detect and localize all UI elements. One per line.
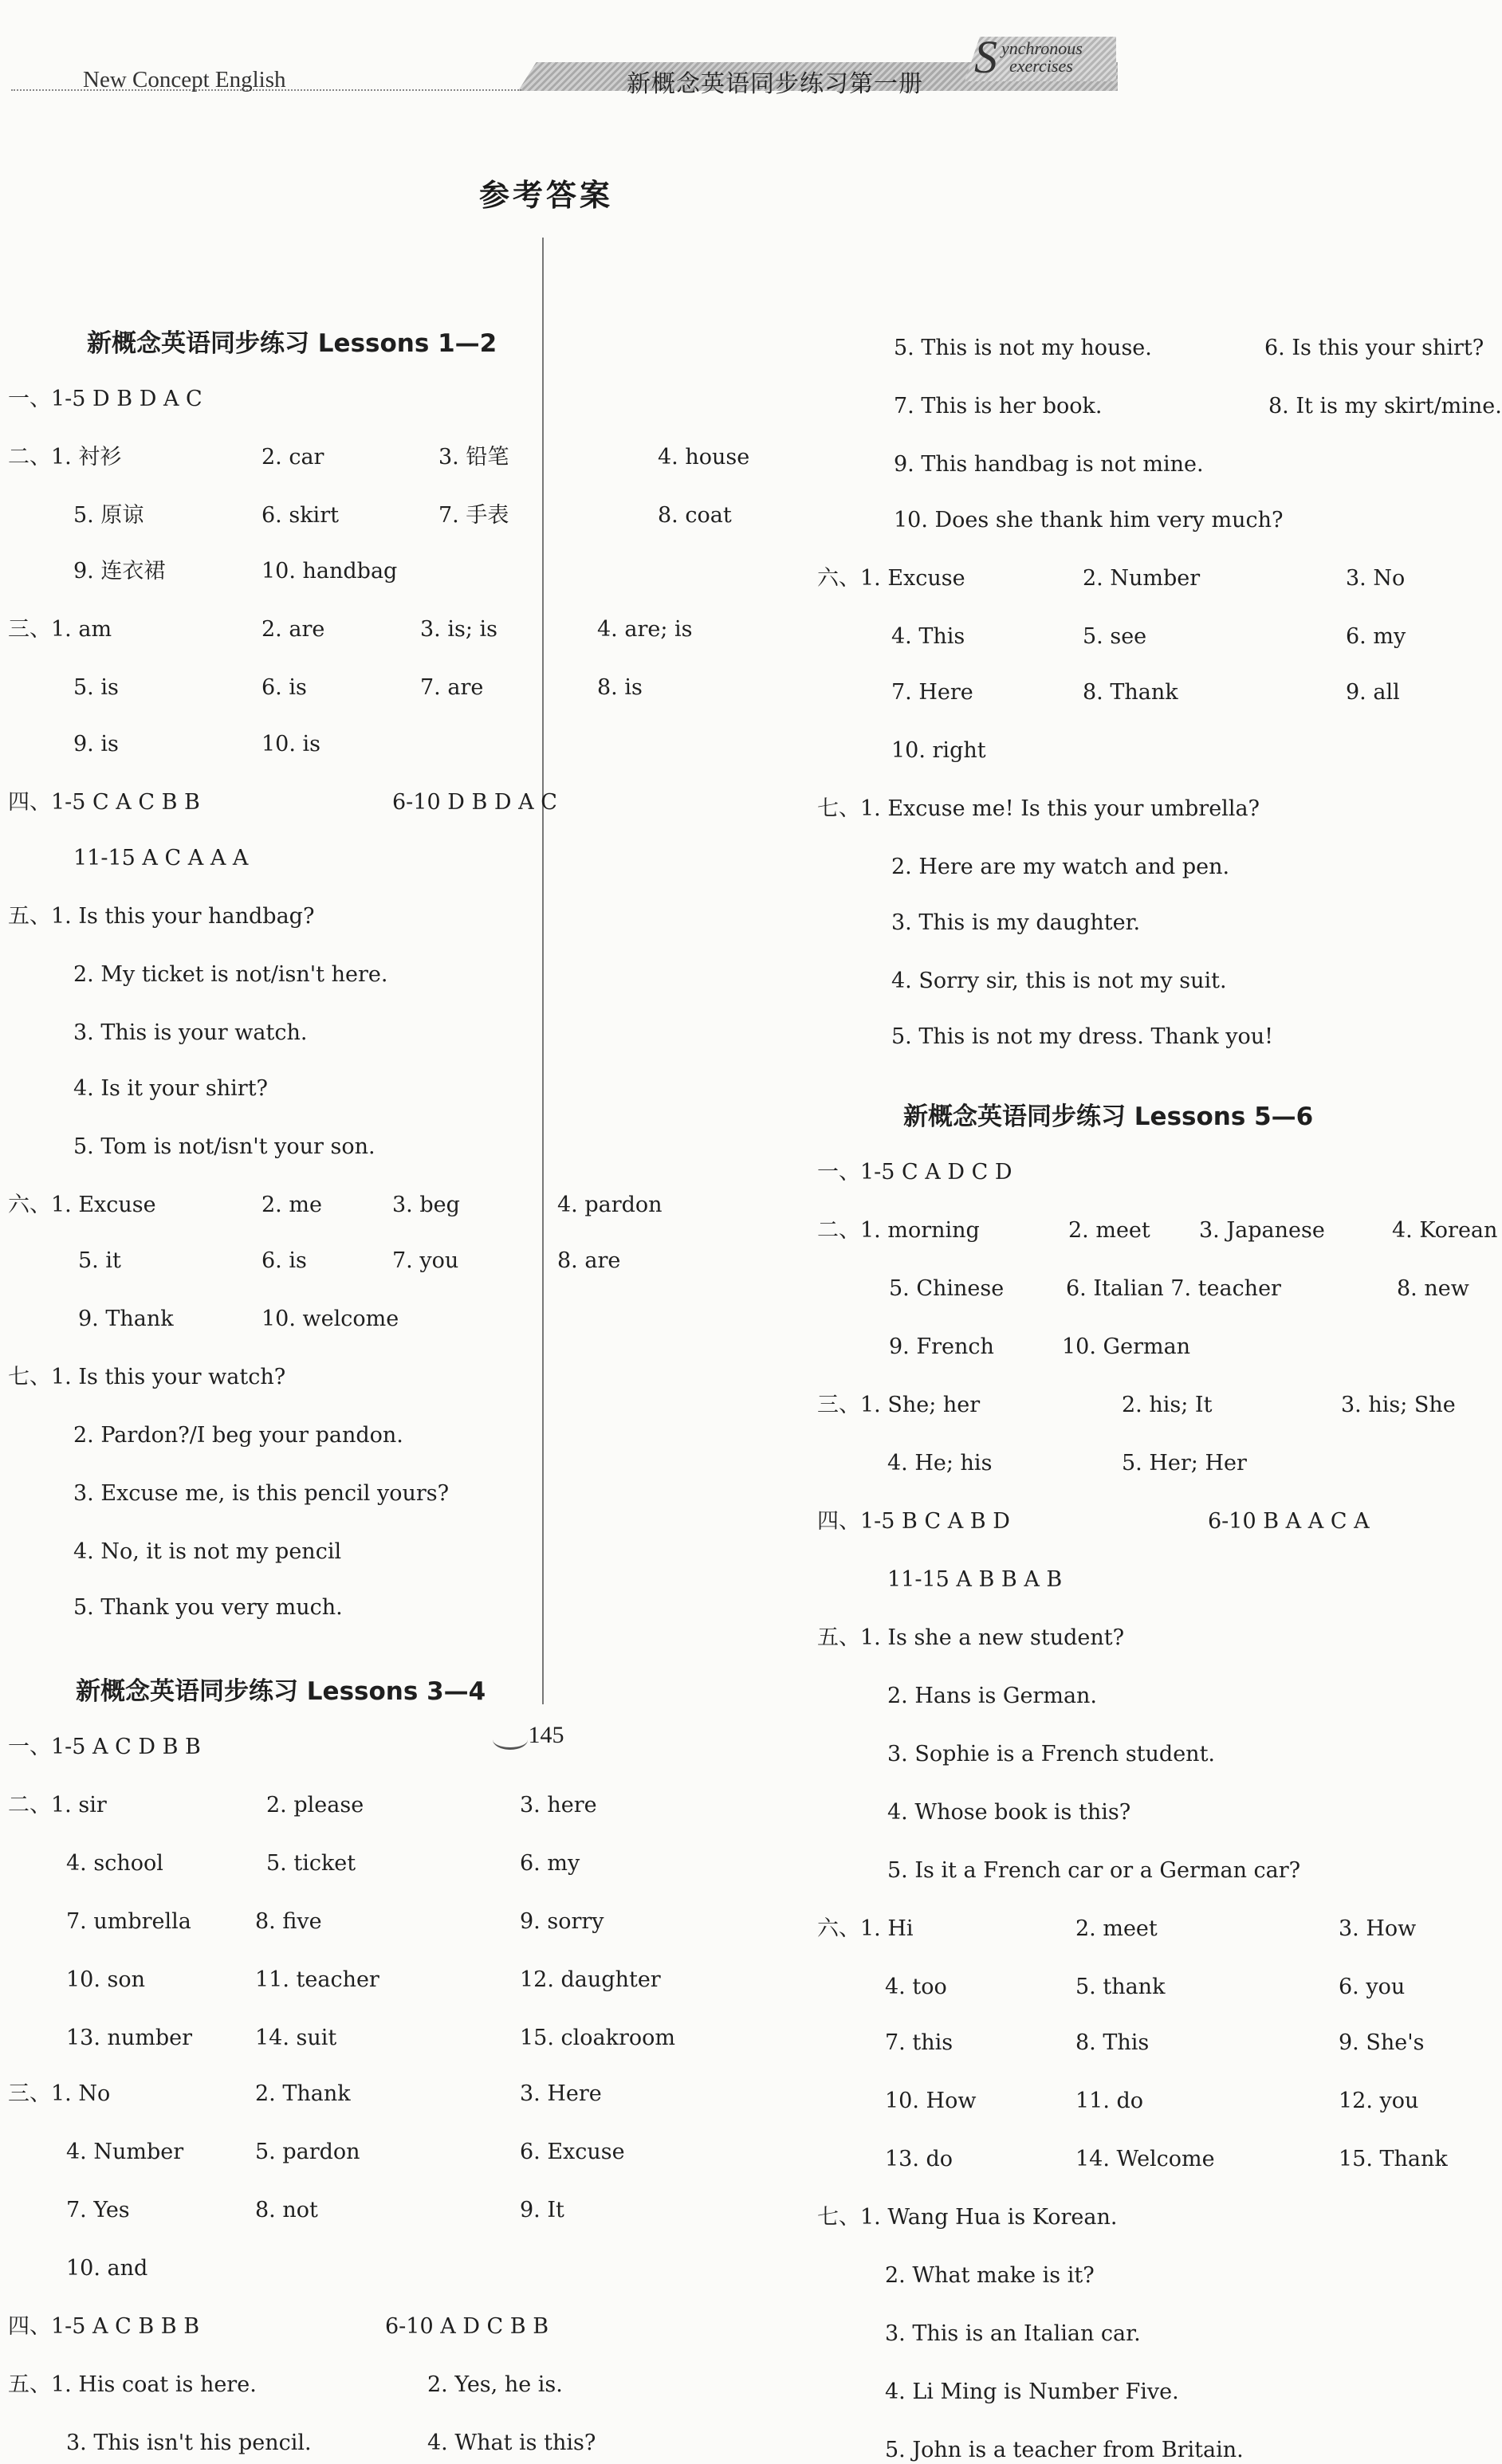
answer-text: 3. 铅笔 (438, 445, 509, 470)
answer-text: 4. Number (66, 2140, 184, 2164)
answer-text: 6. Excuse (520, 2140, 625, 2164)
answer-text: 2. meet (1068, 1218, 1150, 1243)
answer-text: 7. Here (891, 680, 973, 705)
answer-text: 10. right (891, 738, 986, 763)
answer-text: 5. Chinese (889, 1276, 1005, 1301)
answer-text: 5. see (1083, 624, 1147, 649)
page-title: 参考答案 (478, 178, 613, 213)
answer-text: 11-15 A C A A A (73, 846, 249, 870)
answer-text: 9. Thank (78, 1307, 174, 1331)
answer-text: 10. Does she thank him very much? (894, 508, 1284, 532)
answer-text: 2. What make is it? (885, 2263, 1095, 2288)
answer-text: 4. Li Ming is Number Five. (885, 2380, 1179, 2404)
answer-text: 3. This is my daughter. (891, 910, 1141, 935)
answer-text: 9. This handbag is not mine. (894, 452, 1204, 477)
answer-text: 3. This isn't his pencil. (66, 2431, 312, 2455)
answer-text: 8. This (1075, 2030, 1150, 2055)
answer-text: 11. teacher (255, 1967, 379, 1992)
answer-text: 2. Yes, he is. (427, 2372, 563, 2397)
answer-text: 5. thank (1075, 1975, 1166, 1999)
answer-text: 三、1. She; her (817, 1393, 981, 1417)
answer-text: 3. here (520, 1793, 597, 1818)
answer-text: 二、1. sir (8, 1793, 107, 1818)
answer-text: 6. my (520, 1851, 580, 1876)
answer-text: 9. She's (1339, 2030, 1425, 2055)
answer-text: 6. is (261, 1248, 307, 1273)
answer-text: 6. skirt (261, 503, 339, 528)
answer-text: 4. He; his (887, 1451, 993, 1476)
answer-text: 12. you (1339, 2089, 1419, 2113)
answer-text: 2. Here are my watch and pen. (891, 855, 1230, 879)
answer-text: 3. Here (520, 2081, 602, 2106)
answer-text: 5. 原谅 (73, 503, 144, 528)
answer-text: 6. Italian 7. teacher (1066, 1276, 1281, 1301)
answer-text: 6-10 D B D A C (392, 790, 557, 815)
answer-text: 8. coat (658, 503, 732, 528)
section-heading: 新概念英语同步练习 Lessons 1—2 (87, 329, 497, 358)
answer-text: 14. suit (255, 2026, 337, 2050)
answer-text: 10. How (885, 2089, 977, 2113)
logo-initial: S (974, 31, 997, 83)
logo-line-2: exercises (1009, 56, 1073, 76)
answer-text: 4. No, it is not my pencil (73, 1539, 342, 1564)
answer-text: 3. How (1339, 1916, 1417, 1941)
answer-text: 5. Tom is not/isn't your son. (73, 1134, 376, 1159)
answer-text: 五、1. His coat is here. (8, 2372, 257, 2397)
header-book-series: New Concept English (83, 67, 286, 92)
answer-text: 7. you (392, 1248, 459, 1273)
answer-text: 7. this (885, 2030, 953, 2055)
answer-text: 13. do (885, 2147, 953, 2171)
answer-text: 3. his; She (1341, 1393, 1456, 1417)
answer-text: 10. and (66, 2256, 148, 2281)
answer-text: 一、1-5 A C D B B (8, 1735, 201, 1759)
answer-text: 7. 手表 (438, 503, 509, 528)
answer-text: 5. This is not my house. (894, 336, 1152, 360)
answer-text: 4. school (66, 1851, 163, 1876)
answer-text: 5. Is it a French car or a German car? (887, 1858, 1301, 1883)
answer-text: 4. Sorry sir, this is not my suit. (891, 969, 1227, 993)
answer-text: 9. French (889, 1334, 994, 1359)
answer-text: 一、1-5 D B D A C (8, 387, 202, 411)
answer-text: 7. are (420, 675, 484, 700)
answer-text: 2. Number (1083, 566, 1201, 591)
answer-text: 11. do (1075, 2089, 1144, 2113)
answer-text: 2. me (261, 1193, 322, 1217)
answer-text: 2. Hans is German. (887, 1684, 1098, 1708)
answer-text: 14. Welcome (1075, 2147, 1215, 2171)
answer-text: 三、1. No (8, 2081, 111, 2106)
answer-text: 10. is (261, 732, 321, 756)
answer-text: 9. It (520, 2198, 564, 2222)
column-divider (542, 238, 544, 1704)
answer-text: 13. number (66, 2026, 193, 2050)
header-book-title: 新概念英语同步练习第一册 (627, 70, 923, 98)
answer-text: 五、1. Is she a new student? (817, 1625, 1125, 1650)
answer-text: 8. is (597, 675, 643, 700)
answer-text: 10. son (66, 1967, 146, 1992)
answer-text: 5. Her; Her (1122, 1451, 1247, 1476)
answer-text: 10. welcome (261, 1307, 399, 1331)
answer-text: 4. What is this? (427, 2431, 596, 2455)
answer-text: 六、1. Excuse (8, 1193, 156, 1217)
answer-text: 12. daughter (520, 1967, 661, 1992)
section-heading: 新概念英语同步练习 Lessons 5—6 (903, 1102, 1314, 1131)
answer-text: 3. Excuse me, is this pencil yours? (73, 1481, 450, 1506)
answer-text: 9. sorry (520, 1909, 604, 1934)
answer-text: 3. is; is (420, 617, 498, 642)
answer-text: 六、1. Hi (817, 1916, 914, 1941)
answer-text: 6. my (1346, 624, 1406, 649)
answer-text: 5. John is a teacher from Britain. (885, 2438, 1244, 2462)
answer-text: 二、1. 衬衫 (8, 445, 122, 470)
logo-line-1: ynchronous (1001, 38, 1083, 58)
answer-text: 2. please (266, 1793, 364, 1818)
answer-text: 4. Whose book is this? (887, 1800, 1131, 1825)
section-heading: 新概念英语同步练习 Lessons 3—4 (76, 1677, 486, 1706)
answer-text: 6. you (1339, 1975, 1406, 1999)
answer-text: 8. It is my skirt/mine. (1268, 394, 1502, 419)
answer-text: 2. Thank (255, 2081, 351, 2106)
answer-text: 一、1-5 C A D C D (817, 1160, 1012, 1185)
answer-text: 7. Yes (66, 2198, 130, 2222)
answer-text: 5. Thank you very much. (73, 1595, 343, 1620)
answer-text: 4. are; is (597, 617, 693, 642)
answer-text: 五、1. Is this your handbag? (8, 904, 315, 929)
answer-text: 2. car (261, 445, 324, 470)
answer-text: 8. five (255, 1909, 322, 1934)
answer-text: 2. My ticket is not/isn't here. (73, 962, 388, 987)
answer-text: 10. German (1062, 1334, 1191, 1359)
answer-text: 二、1. morning (817, 1218, 980, 1243)
answer-text: 8. new (1397, 1276, 1469, 1301)
answer-text: 4. This (891, 624, 965, 649)
answer-text: 3. Sophie is a French student. (887, 1742, 1215, 1766)
answer-text: 5. This is not my dress. Thank you! (891, 1024, 1274, 1049)
answer-text: 7. This is her book. (894, 394, 1103, 419)
page-number: 145 (528, 1722, 564, 1748)
answer-text: 3. beg (392, 1193, 460, 1217)
answer-text: 四、1-5 C A C B B (8, 790, 200, 815)
answer-text: 3. This is an Italian car. (885, 2321, 1141, 2346)
answer-text: 七、1. Wang Hua is Korean. (817, 2205, 1118, 2230)
answer-text: 4. too (885, 1975, 947, 1999)
answer-text: 4. pardon (557, 1193, 663, 1217)
answer-text: 6-10 A D C B B (385, 2314, 549, 2339)
answer-text: 七、1. Is this your watch? (8, 1365, 286, 1389)
answer-text: 8. not (255, 2198, 318, 2222)
answer-text: 2. are (261, 617, 325, 642)
answer-text: 六、1. Excuse (817, 566, 965, 591)
answer-text: 4. house (658, 445, 750, 470)
answer-text: 5. ticket (266, 1851, 356, 1876)
answer-text: 9. is (73, 732, 119, 756)
answer-text: 15. cloakroom (520, 2026, 676, 2050)
answer-text: 8. Thank (1083, 680, 1178, 705)
answer-text: 15. Thank (1339, 2147, 1448, 2171)
answer-text: 11-15 A B B A B (887, 1567, 1063, 1592)
answer-text: 5. it (78, 1248, 121, 1273)
answer-text: 2. meet (1075, 1916, 1158, 1941)
answer-text: 6-10 B A A C A (1208, 1509, 1370, 1534)
answer-text: 7. umbrella (66, 1909, 191, 1934)
answer-text: 七、1. Excuse me! Is this your umbrella? (817, 796, 1260, 821)
answer-text: 8. are (557, 1248, 621, 1273)
answer-text: 9. 连衣裙 (73, 559, 166, 584)
answer-text: 3. Japanese (1199, 1218, 1325, 1243)
answer-text: 4. Is it your shirt? (73, 1076, 269, 1101)
answer-text: 5. is (73, 675, 119, 700)
answer-text: 5. pardon (255, 2140, 360, 2164)
answer-text: 9. all (1346, 680, 1400, 705)
answer-text: 6. is (261, 675, 307, 700)
answer-text: 10. handbag (261, 559, 398, 584)
answer-text: 3. This is your watch. (73, 1020, 308, 1045)
answer-text: 四、1-5 A C B B B (8, 2314, 200, 2339)
answer-text: 四、1-5 B C A B D (817, 1509, 1010, 1534)
answer-text: 三、1. am (8, 617, 112, 642)
answer-text: 3. No (1346, 566, 1406, 591)
answer-text: 2. his; It (1122, 1393, 1213, 1417)
answer-text: 6. Is this your shirt? (1264, 336, 1484, 360)
answer-text: 4. Korean (1392, 1218, 1498, 1243)
answer-text: 2. Pardon?/I beg your pandon. (73, 1423, 403, 1448)
